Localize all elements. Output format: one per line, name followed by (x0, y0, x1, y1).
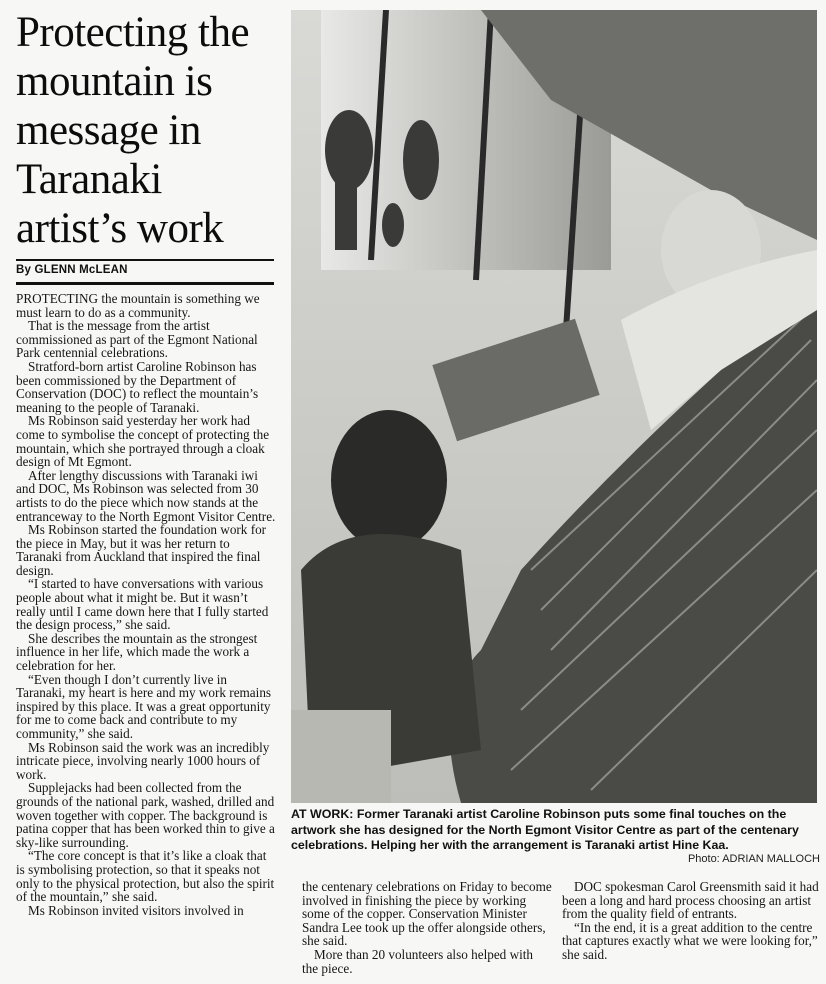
paragraph: “Even though I don’t currently live in Taranaki, my heart is here and my work remains inspired by this place. It was a great opportunity for me to come back and contribute to my community,” she said. (16, 671, 272, 741)
paragraph: After lengthy discussions with Taranaki iwi and DOC, Ms Robinson was selected from 30 artists to do the piece which now stands at the entranceway to the North Egmont Visitor Centre. (16, 467, 276, 524)
paragraph: More than 20 volunteers also helped with the piece. (302, 946, 534, 976)
paragraph: Ms Robinson invited visitors involved in (28, 902, 244, 918)
paragraph: “In the end, it is a great addition to the centre that captures exactly what we were looking for,” she said. (562, 919, 818, 962)
byline: By GLENN McLEAN (16, 264, 128, 276)
helper-hair (331, 410, 447, 550)
paragraph: PROTECTING the mountain is something we must learn to do as a community. (16, 291, 260, 320)
article-column-3 (562, 880, 824, 962)
paragraph: “I started to have conversations with various people about what it might be. But it wasn’t really until I came down here that I fully started the design process,” she said. (16, 576, 269, 633)
paragraph: Ms Robinson said the work was an incredibly intricate piece, involving nearly 1000 hours of work. (16, 739, 270, 782)
artwork-photo (291, 10, 817, 803)
paragraph: “The core concept is that it’s like a cloak that is symbolising protection, so that it speaks not only to the physical protection, but also the spirit of the mountain,” she said. (16, 848, 275, 905)
photo-credit: Photo: ADRIAN MALLOCH (687, 853, 820, 865)
paragraph: That is the message from the artist commissioned as part of the Egmont National Park centennial celebrations. (16, 318, 258, 361)
paragraph: Stratford-born artist Caroline Robinson has been commissioned by the Department of Conservation (DOC) to reflect the mountain’s meaning to the people of Taranaki. (16, 358, 259, 415)
headline: Protecting the mountain is message in Taranaki artist’s work (16, 9, 250, 252)
headline-rule (16, 259, 274, 261)
foreground-bench (291, 710, 391, 803)
paragraph: DOC spokesman Carol Greensmith said it had been a long and hard process choosing an artist from the quality field of entrants. (562, 879, 819, 922)
paragraph: the centenary celebrations on Friday to become involved in finishing the piece by working some of the copper. Conservation Minister Sandra Lee took up the offer alongside others, she said. (302, 879, 552, 949)
article-column-1 (16, 292, 278, 917)
paragraph: She describes the mountain as the strongest influence in her life, which made the work a celebration for her. (16, 630, 258, 674)
photo-caption: AT WORK: Former Taranaki artist Caroline Robinson puts some final touches on the artwork she has designed for the North Egmont Visitor Centre as part of the centenary celebrations. Helping her with the arrangement is Taranaki artist Hine Kaa. (291, 807, 799, 853)
paragraph: Ms Robinson started the foundation work for the piece in May, but it was her return to Taranaki from Auckland that inspired the final design. (16, 522, 267, 578)
byline-rule (16, 282, 274, 285)
article-column-2 (302, 880, 552, 975)
paragraph: Ms Robinson said yesterday her work had come to symbolise the concept of protecting the mountain, which she portrayed through a cloak design of Mt Egmont. (16, 413, 270, 470)
paragraph: Supplejacks had been collected from the grounds of the national park, washed, drilled and woven together with copper. The background is patina copper that has been worked thin to give a sky-like surrounding. (16, 780, 275, 850)
